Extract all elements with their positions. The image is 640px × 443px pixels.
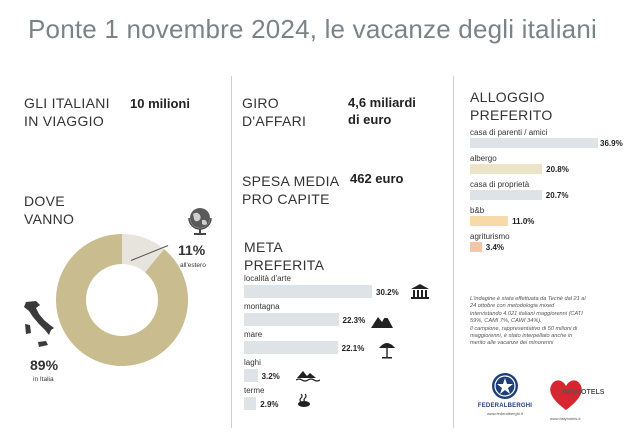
alloggio-bar-chart	[470, 128, 630, 268]
lake-icon	[296, 370, 320, 382]
italyhotels-logo	[548, 378, 620, 428]
temple-icon	[410, 284, 430, 300]
alloggio-label-2: casa di proprietà	[470, 180, 530, 189]
alloggio-title: ALLOGGIO PREFERITO	[470, 89, 553, 123]
federalberghi-emblem-icon	[491, 372, 519, 400]
federalberghi-logo	[474, 372, 536, 428]
alloggio-label-0: casa di parenti / amici	[470, 128, 548, 137]
meta-bar-3	[244, 369, 258, 382]
alloggio-bar-3	[470, 216, 508, 226]
alloggio-value-4: 3.4%	[485, 243, 505, 252]
alloggio-bar-4	[470, 242, 482, 252]
meta-title: META PREFERITA	[244, 239, 325, 273]
meta-value-0: 30.2%	[376, 287, 399, 297]
meta-value-1: 22.3%	[342, 315, 366, 325]
federalberghi-logo-name: FEDERALBERGHI	[477, 403, 533, 409]
italyhotels-logo-name: italyHOTELS	[562, 389, 605, 396]
meta-label-3: laghi	[244, 358, 261, 367]
mountain-icon	[371, 314, 393, 328]
meta-bar-1	[244, 313, 339, 326]
alloggio-bar-0	[470, 138, 598, 148]
alloggio-value-2: 20.7%	[545, 191, 569, 200]
italy-label: in Italia	[33, 376, 54, 383]
survey-footnote: L'indagine è stata effettuata da Tecnè dal 21 al 24 ottobre con metodologia mixed intervistando 4.021 italiani maggiorenni (CATI 59%, CAMI 7%, CAWI 34%). Il campione, rappresentativo di 50 milioni di maggiorenni, è stato interpellato anche in merito alle vacanze dei minorenni	[470, 296, 586, 347]
where-label: DOVE VANNO	[24, 193, 75, 227]
abroad-value: 11%	[178, 242, 206, 258]
meta-label-1: montagna	[244, 302, 280, 311]
federalberghi-logo-url: www.federalberghi.it	[486, 411, 524, 416]
travellers-value: 10 milioni	[130, 96, 190, 111]
travellers-label: GLI ITALIANI IN VIAGGIO	[24, 95, 110, 129]
spa-icon	[296, 393, 312, 409]
alloggio-value-3: 11.0%	[512, 217, 535, 226]
meta-bar-4	[244, 397, 256, 410]
alloggio-label-3: b&b	[470, 206, 485, 215]
spend-label: SPESA MEDIA PRO CAPITE	[242, 173, 340, 207]
italyhotels-logo-url: www.italyhotels.it	[550, 416, 581, 421]
alloggio-value-1: 20.8%	[546, 165, 569, 174]
where-donut-chart	[56, 230, 256, 430]
italy-map-icon	[22, 300, 58, 350]
column-divider-right	[453, 76, 454, 428]
abroad-label: all'estero	[180, 262, 206, 269]
page-title: Ponte 1 novembre 2024, le vacanze degli italiani	[28, 14, 597, 44]
alloggio-label-1: albergo	[470, 154, 497, 163]
meta-bar-2	[244, 341, 338, 354]
meta-label-2: mare	[244, 330, 263, 339]
meta-value-3: 3.2%	[261, 371, 280, 381]
spend-value: 462 euro	[350, 171, 404, 186]
meta-value-4: 2.9%	[260, 399, 279, 409]
turnover-value: 4,6 miliardi di euro	[348, 95, 416, 127]
meta-bar-0	[244, 285, 372, 298]
italy-value: 89%	[30, 357, 59, 373]
alloggio-bar-1	[470, 164, 542, 174]
meta-value-2: 22.1%	[341, 343, 365, 353]
globe-icon	[187, 206, 215, 236]
umbrella-icon	[378, 341, 396, 359]
alloggio-value-0: 36.9%	[600, 139, 623, 148]
alloggio-bar-2	[470, 190, 542, 200]
meta-label-4: terme	[244, 386, 265, 395]
turnover-label: GIRO D'AFFARI	[242, 95, 307, 129]
meta-label-0: località d'arte	[244, 274, 291, 283]
alloggio-label-4: agriturismo	[470, 232, 510, 241]
